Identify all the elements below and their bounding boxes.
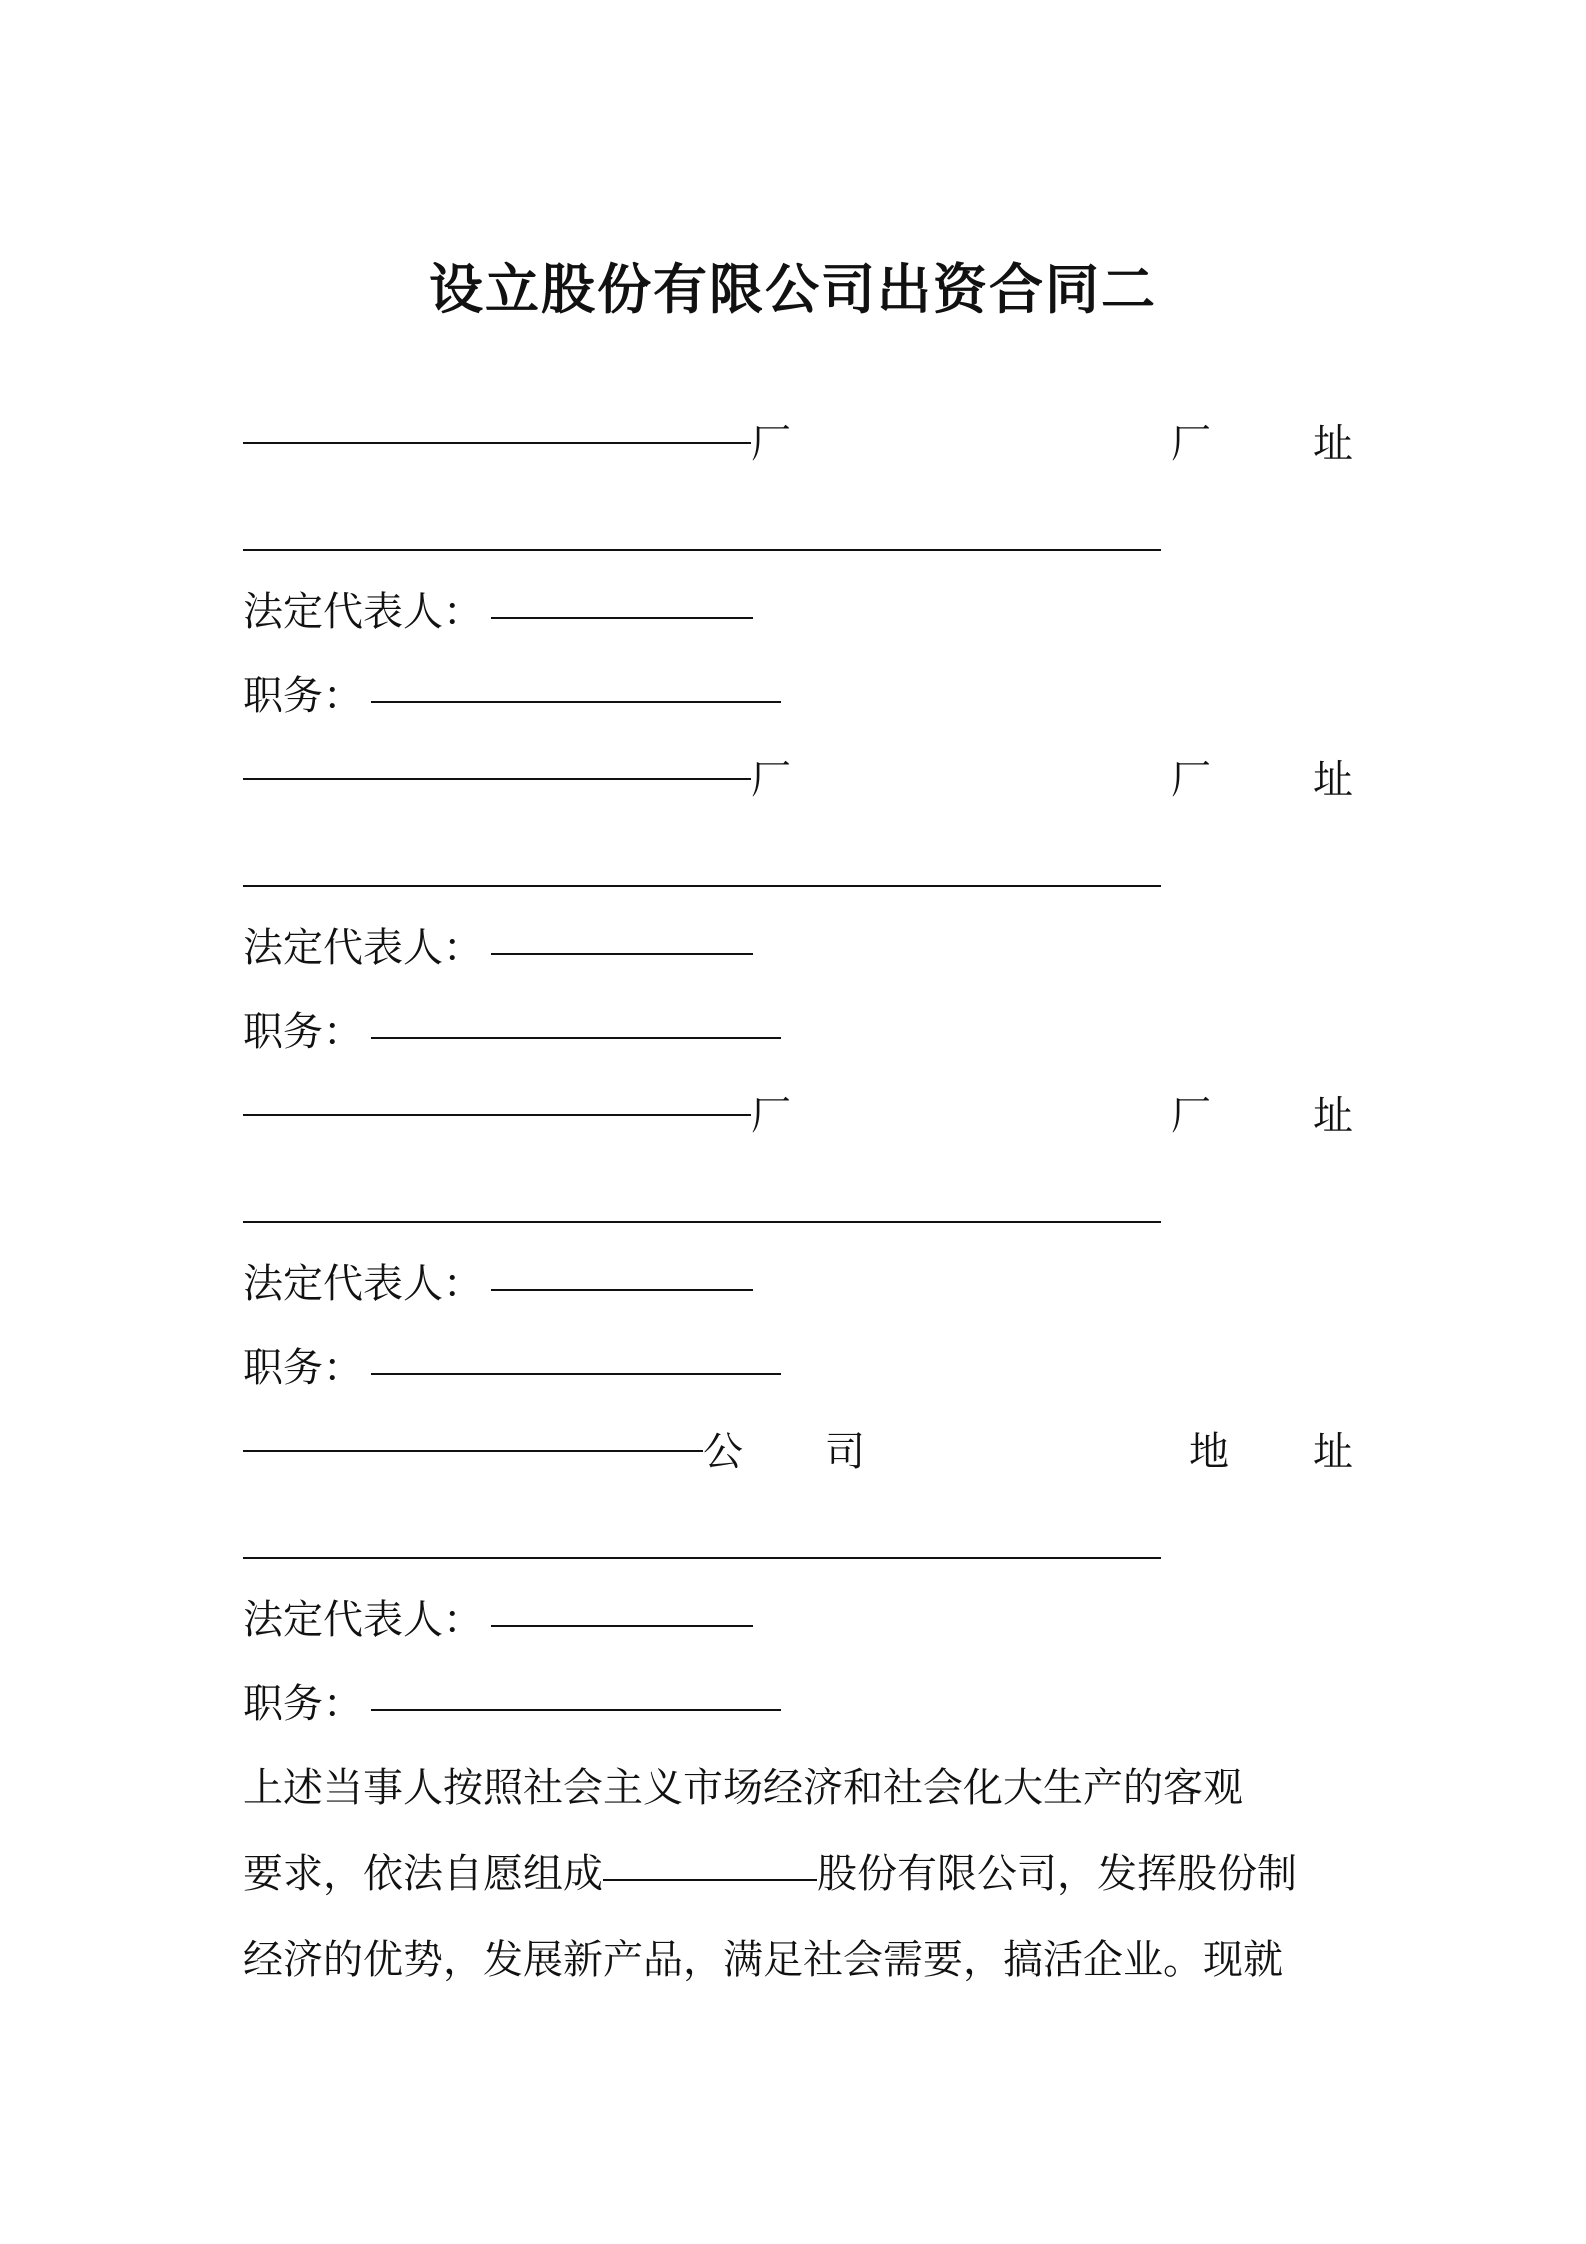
party-3-address-label-2: 址	[1313, 1093, 1353, 1139]
document-title: 设立股份有限公司出资合同二	[429, 258, 1157, 321]
party-3-rep-line	[243, 1256, 1353, 1312]
party-4-name-blank[interactable]	[243, 1446, 703, 1452]
party-3-rep-blank[interactable]	[491, 1285, 753, 1291]
body-line-2-after: 股份有限公司，发挥股份制	[817, 1851, 1297, 1897]
party-1-name-line	[243, 416, 1353, 472]
company-name-blank[interactable]	[603, 1875, 817, 1881]
party-4-name-suffix-1: 公	[703, 1429, 743, 1475]
party-3-position-line	[243, 1340, 1353, 1396]
party-4-address-line	[243, 1524, 1353, 1580]
party-1-name-suffix: 厂	[751, 421, 791, 467]
party-2-address-label-1: 厂	[1171, 757, 1211, 803]
party-2-position-line	[243, 1004, 1353, 1060]
party-3-address-label-1: 厂	[1171, 1093, 1211, 1139]
party-2-address-blank[interactable]	[243, 881, 1161, 887]
party-4-rep-label: 法定代表人：	[243, 1597, 483, 1643]
party-3-position-blank[interactable]	[371, 1369, 781, 1375]
party-4-name-suffix-2: 司	[825, 1429, 865, 1475]
party-3-position-label: 职务：	[243, 1345, 363, 1391]
party-3-address-blank[interactable]	[243, 1217, 1161, 1223]
party-4-position-line	[243, 1676, 1353, 1732]
party-3-rep-label: 法定代表人：	[243, 1261, 483, 1307]
party-4-rep-blank[interactable]	[491, 1621, 753, 1627]
party-2-name-blank[interactable]	[243, 774, 751, 780]
party-2-rep-line	[243, 920, 1353, 976]
party-1-address-label-2: 址	[1313, 421, 1353, 467]
party-4-address-label-1: 地	[1189, 1429, 1229, 1475]
body-line-1: 上述当事人按照社会主义市场经济和社会化大生产的客观	[243, 1765, 1243, 1811]
party-3-name-suffix: 厂	[751, 1093, 791, 1139]
party-1-position-blank[interactable]	[371, 697, 781, 703]
party-2-name-line	[243, 752, 1353, 808]
party-2-position-label: 职务：	[243, 1009, 363, 1055]
party-2-rep-label: 法定代表人：	[243, 925, 483, 971]
party-2-address-label-2: 址	[1313, 757, 1353, 803]
party-2-address-line	[243, 852, 1353, 908]
party-1-position-label: 职务：	[243, 673, 363, 719]
party-1-rep-line	[243, 584, 1353, 640]
party-3-address-line	[243, 1188, 1353, 1244]
party-1-address-line	[243, 516, 1353, 572]
party-1-address-blank[interactable]	[243, 545, 1161, 551]
party-4-name-line	[243, 1424, 1353, 1480]
body-line-3: 经济的优势，发展新产品，满足社会需要，搞活企业。现就	[243, 1937, 1283, 1983]
body-line-2-before: 要求，依法自愿组成	[243, 1851, 603, 1897]
party-1-rep-blank[interactable]	[491, 613, 753, 619]
party-4-position-label: 职务：	[243, 1681, 363, 1727]
party-2-name-suffix: 厂	[751, 757, 791, 803]
party-1-address-label-1: 厂	[1171, 421, 1211, 467]
party-2-position-blank[interactable]	[371, 1033, 781, 1039]
party-4-address-label-2: 址	[1313, 1429, 1353, 1475]
party-3-name-blank[interactable]	[243, 1110, 751, 1116]
party-1-name-blank[interactable]	[243, 438, 751, 444]
party-1-rep-label: 法定代表人：	[243, 589, 483, 635]
party-3-name-line	[243, 1088, 1353, 1144]
party-4-rep-line	[243, 1592, 1353, 1648]
body-line-2	[243, 1846, 1353, 1902]
party-2-rep-blank[interactable]	[491, 949, 753, 955]
party-4-address-blank[interactable]	[243, 1553, 1161, 1559]
party-4-position-blank[interactable]	[371, 1705, 781, 1711]
party-1-position-line	[243, 668, 1353, 724]
